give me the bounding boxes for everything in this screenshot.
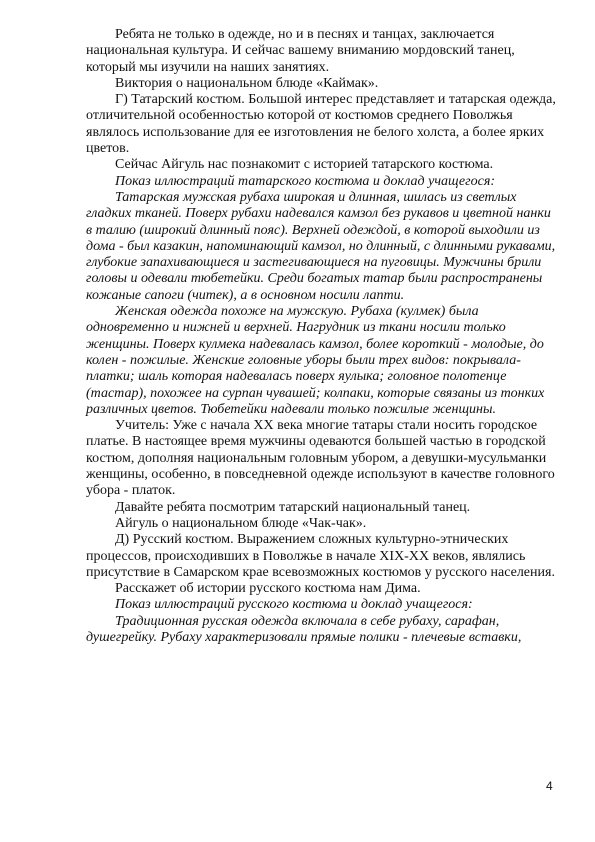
paragraph: Ребята не только в одежде, но и в песнях и танцах, заключается национальная культура. И сейчас вашему вниманию мордовский танец, который мы изучили на наших занятиях. <box>86 27 515 75</box>
paragraph-italic: Татарская мужская рубаха широкая и длинная, шилась из светлых гладких тканей. Поверх рубахи надевался камзол без рукавов и цветной нанки в талию (широкий длинный пояс). Верхней одеждой, в которой выходили из дома - был казакин, напоминающий камзол, но длинный, с длинными рукавами, глубокие запахивающиеся и застегивающиеся на пуговицы. Мужчины брили головы и одевали тюбетейки. Среди богатых татар были распространены кожаные сапоги (читек), а в основном носили лапти. <box>86 189 556 303</box>
paragraph: Г) Татарский костюм. Большой интерес представляет и татарская одежда, отличительной особенностью которой от костюмов среднего Поволжья являлось использование для ее изготовления не белого холста, а более ярких цветов. <box>86 92 556 157</box>
paragraph-italic: Женская одежда похоже на мужскую. Рубаха (кулмек) была одновременно и нижней и верхней. Нагрудник из ткани носили только женщины. Поверх кулмека надевалась камзол, более короткий - молодые, до колен - пожилые. Женские головные уборы были трех видов: покрывала-платки; шаль которая надевалась поверх яулыка; головное полотенце (тастар), похожее на сурпан чувашей; колпаки, которые связаны из тонких различных цветов. Тюбетейки надевали только пожилые женщины. <box>86 304 545 417</box>
paragraph: Расскажет об истории русского костюма нам Дима. <box>115 581 421 597</box>
paragraph: Виктория о национальном блюде «Каймак». <box>115 75 379 91</box>
document-body <box>86 27 556 646</box>
paragraph-italic: Показ иллюстраций русского костюма и доклад учащегося: <box>115 597 473 613</box>
paragraph: Д) Русский костюм. Выражением сложных культурно-этнических процессов, происходивших в Поволжье в начале XIX-XX веков, являлись присутствие в Самарском крае всевозможных костюмов у русского населения. <box>86 532 555 580</box>
page-number: 4 <box>546 779 553 793</box>
paragraph: Сейчас Айгуль нас познакомит с историей татарского костюма. <box>115 157 494 173</box>
paragraph: Айгуль о национальном блюде «Чак-чак». <box>115 515 367 531</box>
paragraph-italic: Показ иллюстраций татарского костюма и доклад учащегося: <box>115 173 495 189</box>
paragraph: Учитель: Уже с начала XX века многие татары стали носить городское платье. В настоящее время мужчины одеваются большей частью в городской костюм, дополняя национальным головным убором, а девушки-мусульманки женщины, особенно, в повседневной одежде используют в качестве головного убора - платок. <box>86 418 555 499</box>
paragraph-italic: Традиционная русская одежда включала в себе рубаху, сарафан, душегрейку. Рубаху характеризовали прямые полики - плечевые вставки, <box>86 613 522 645</box>
paragraph: Давайте ребята посмотрим татарский национальный танец. <box>115 499 471 515</box>
